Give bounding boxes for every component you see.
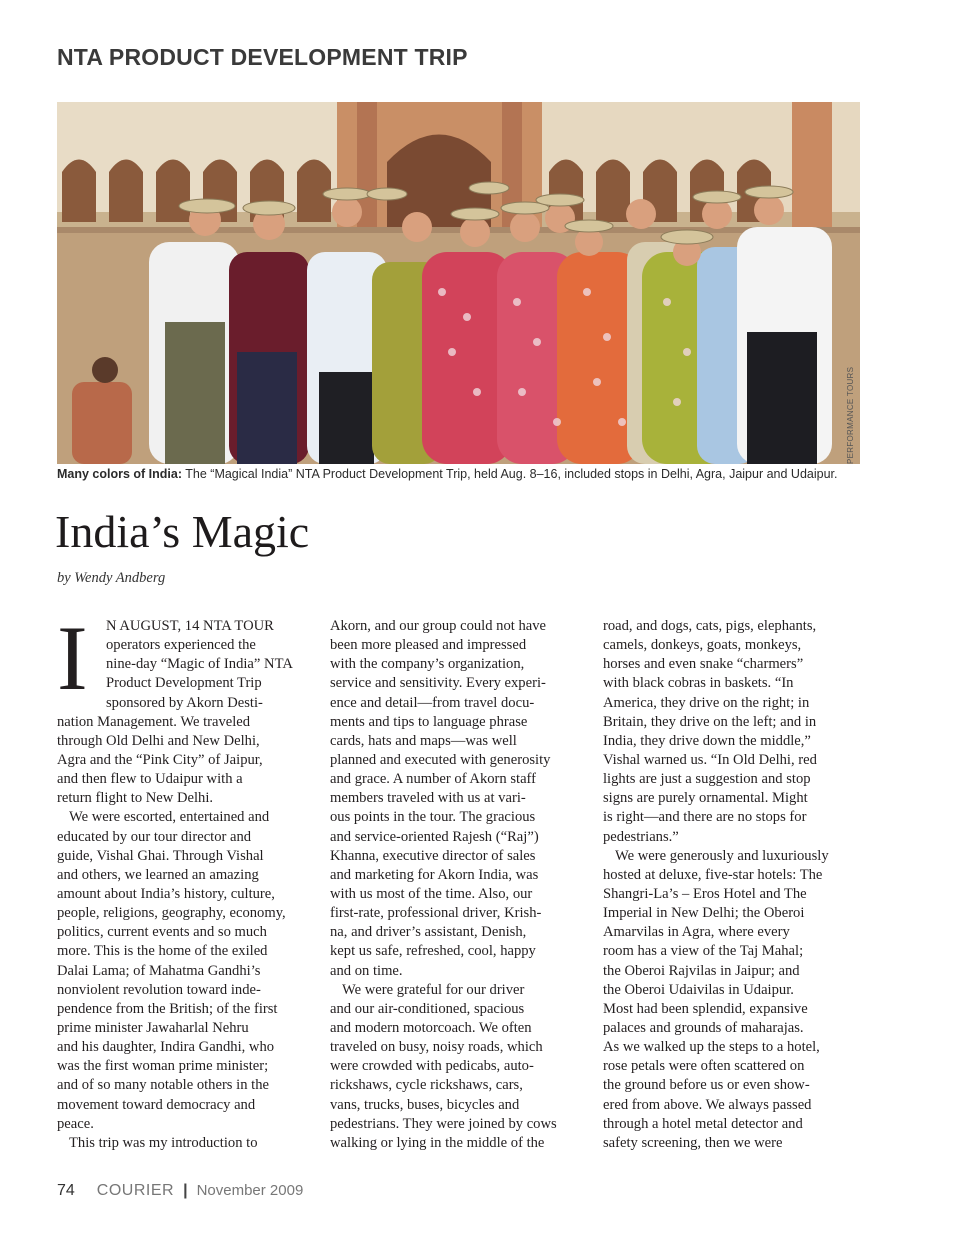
article-line: cards, hats and maps—was well bbox=[330, 732, 517, 749]
article-line: Khanna, executive director of sales bbox=[330, 847, 536, 864]
article-column-1 bbox=[57, 617, 315, 1153]
article-line: na, and driver’s assistant, Denish, bbox=[330, 924, 527, 941]
article-line: Shangri-La’s – Eros Hotel and The bbox=[603, 885, 807, 902]
article-line: and modern motorcoach. We often bbox=[330, 1019, 532, 1036]
article-line: and others, we learned an amazing bbox=[57, 866, 259, 883]
article-line: through a hotel metal detector and bbox=[603, 1115, 803, 1132]
article-line: Imperial in New Delhi; the Oberoi bbox=[603, 905, 805, 922]
article-line: room has a view of the Taj Mahal; bbox=[603, 943, 804, 960]
article-line: camels, donkeys, goats, monkeys, bbox=[603, 637, 802, 654]
article-line: ous points in the tour. The gracious bbox=[330, 809, 536, 826]
magazine-name: COURIER bbox=[96, 1182, 175, 1199]
article-line: N AUGUST, 14 NTA TOUR bbox=[106, 618, 274, 634]
issue-date: November 2009 bbox=[196, 1182, 304, 1199]
article-line: Amarvilas in Agra, where every bbox=[603, 924, 790, 941]
article-column-2 bbox=[330, 617, 588, 1153]
article-line: traveled on busy, noisy roads, which bbox=[330, 1039, 543, 1056]
article-line: Britain, they drive on the left; and in bbox=[603, 713, 817, 730]
group-photo bbox=[57, 102, 860, 464]
article-line: lights are just a suggestion and stop bbox=[603, 771, 811, 788]
article-line: planned and executed with generosity bbox=[330, 751, 551, 768]
article-line: Dalai Lama; of Mahatma Gandhi’s bbox=[57, 962, 261, 979]
article-line: with us most of the time. Also, our bbox=[330, 885, 533, 902]
article-line: pedestrians. They were joined by cows bbox=[330, 1115, 557, 1132]
article-line: nation Management. We traveled bbox=[57, 713, 251, 730]
article-line: and service-oriented Rajesh (“Raj”) bbox=[330, 828, 539, 845]
article-line: sponsored by Akorn Desti- bbox=[106, 694, 263, 711]
article-line: vans, trucks, buses, bicycles and bbox=[330, 1096, 520, 1113]
article-line: kept us safe, refreshed, cool, happy bbox=[330, 943, 536, 960]
article-line: India, they drive down the middle,” bbox=[603, 732, 811, 749]
article-line: the ground before us or even show- bbox=[603, 1077, 810, 1094]
page-footer bbox=[57, 1182, 303, 1200]
article-line: and on time. bbox=[330, 962, 403, 979]
article-line: peace. bbox=[57, 1115, 94, 1132]
article-line: operators experienced the bbox=[106, 637, 256, 654]
article-line: return flight to New Delhi. bbox=[57, 790, 214, 807]
article-line: signs are purely ornamental. Might bbox=[603, 790, 808, 807]
article-line: and of so many notable others in the bbox=[57, 1077, 269, 1094]
article-line: and his daughter, Indira Gandhi, who bbox=[57, 1039, 275, 1056]
article-line: been more pleased and impressed bbox=[330, 637, 527, 654]
article-line: and marketing for Akorn India, was bbox=[330, 866, 539, 883]
article-line: and our air-conditioned, spacious bbox=[330, 1000, 525, 1017]
article-line: As we walked up the steps to a hotel, bbox=[603, 1039, 820, 1056]
article-title: India’s Magic bbox=[55, 506, 310, 557]
article-line: rose petals were often scattered on bbox=[603, 1058, 805, 1075]
footer-separator: | bbox=[183, 1182, 188, 1199]
article-line: Vishal warned us. “In Old Delhi, red bbox=[603, 751, 817, 768]
article-line: rickshaws, cycle rickshaws, cars, bbox=[330, 1077, 523, 1094]
article-line: ments and tips to language phrase bbox=[330, 713, 528, 730]
article-byline: by Wendy Andberg bbox=[57, 570, 166, 586]
article-line: and grace. A number of Akorn staff bbox=[330, 771, 537, 788]
article-line: people, religions, geography, economy, bbox=[57, 905, 286, 922]
article-line: We were escorted, entertained and bbox=[69, 809, 270, 826]
article-line: movement toward democracy and bbox=[57, 1096, 256, 1113]
article-line: service and sensitivity. Every experi- bbox=[330, 675, 546, 692]
article-line: Product Development Trip bbox=[106, 675, 262, 692]
caption-text: The “Magical India” NTA Product Development Trip, held Aug. 8–16, included stops in Delhi, Agra, Jaipur and Udaipur. bbox=[182, 467, 838, 481]
article-line: Agra and the “Pink City” of Jaipur, bbox=[57, 751, 263, 768]
article-line: first-rate, professional driver, Krish- bbox=[330, 905, 542, 922]
article-line: America, they drive on the right; in bbox=[603, 694, 810, 711]
article-line: This trip was my introduction to bbox=[69, 1134, 258, 1151]
article-line: amount about India’s history, culture, bbox=[57, 885, 275, 902]
page-number: 74 bbox=[57, 1182, 75, 1199]
article-line: with the company’s organization, bbox=[330, 656, 525, 673]
article-line: more. This is the home of the exiled bbox=[57, 943, 268, 960]
article-line: guide, Vishal Ghai. Through Vishal bbox=[57, 847, 264, 864]
article-line: hosted at deluxe, five-star hotels: The bbox=[603, 866, 823, 883]
caption-lead: Many colors of India: bbox=[57, 467, 183, 481]
article-line: through Old Delhi and New Delhi, bbox=[57, 732, 260, 749]
article-line: with black cobras in baskets. “In bbox=[603, 675, 794, 692]
article-line: walking or lying in the middle of the bbox=[330, 1134, 545, 1151]
article-line: palaces and grounds of maharajas. bbox=[603, 1019, 804, 1036]
article-line: Most had been splendid, expansive bbox=[603, 1000, 808, 1017]
article-line: safety screening, then we were bbox=[603, 1134, 783, 1151]
photo-caption bbox=[57, 467, 877, 481]
article-line: Akorn, and our group could not have bbox=[330, 618, 547, 634]
article-line: was the first woman prime minister; bbox=[57, 1058, 269, 1075]
section-header: NTA PRODUCT DEVELOPMENT TRIP bbox=[57, 44, 468, 70]
article-line: the Oberoi Udaivilas in Udaipur. bbox=[603, 981, 794, 998]
photo-credit: PERFORMANCE TOURS bbox=[846, 366, 855, 464]
article-line: ence and detail—from travel docu- bbox=[330, 694, 535, 711]
article-line: pedestrians.” bbox=[603, 828, 679, 845]
article-line: were crowded with pedicabs, auto- bbox=[330, 1058, 534, 1075]
article-line: nonviolent revolution toward inde- bbox=[57, 981, 261, 998]
article-line: the Oberoi Rajvilas in Jaipur; and bbox=[603, 962, 800, 979]
article-line: members traveled with us at vari- bbox=[330, 790, 526, 807]
article-line: and then flew to Udaipur with a bbox=[57, 771, 243, 788]
article-line: We were generously and luxuriously bbox=[615, 847, 829, 864]
article-line: nine-day “Magic of India” NTA bbox=[106, 656, 293, 673]
article-column-3 bbox=[603, 617, 861, 1153]
group-photo-illustration bbox=[57, 102, 860, 464]
article-line: road, and dogs, cats, pigs, elephants, bbox=[603, 618, 817, 634]
article-line: is right—and there are no stops for bbox=[603, 809, 807, 826]
article-line: educated by our tour director and bbox=[57, 828, 252, 845]
article-line: horses and even snake “charmers” bbox=[603, 656, 804, 673]
article-line: pendence from the British; of the first bbox=[57, 1000, 278, 1017]
drop-cap: I bbox=[57, 607, 88, 709]
article-line: politics, current events and so much bbox=[57, 924, 267, 941]
article-line: ered from above. We always passed bbox=[603, 1096, 812, 1113]
article-line: We were grateful for our driver bbox=[342, 981, 525, 998]
article-line: prime minister Jawaharlal Nehru bbox=[57, 1019, 249, 1036]
